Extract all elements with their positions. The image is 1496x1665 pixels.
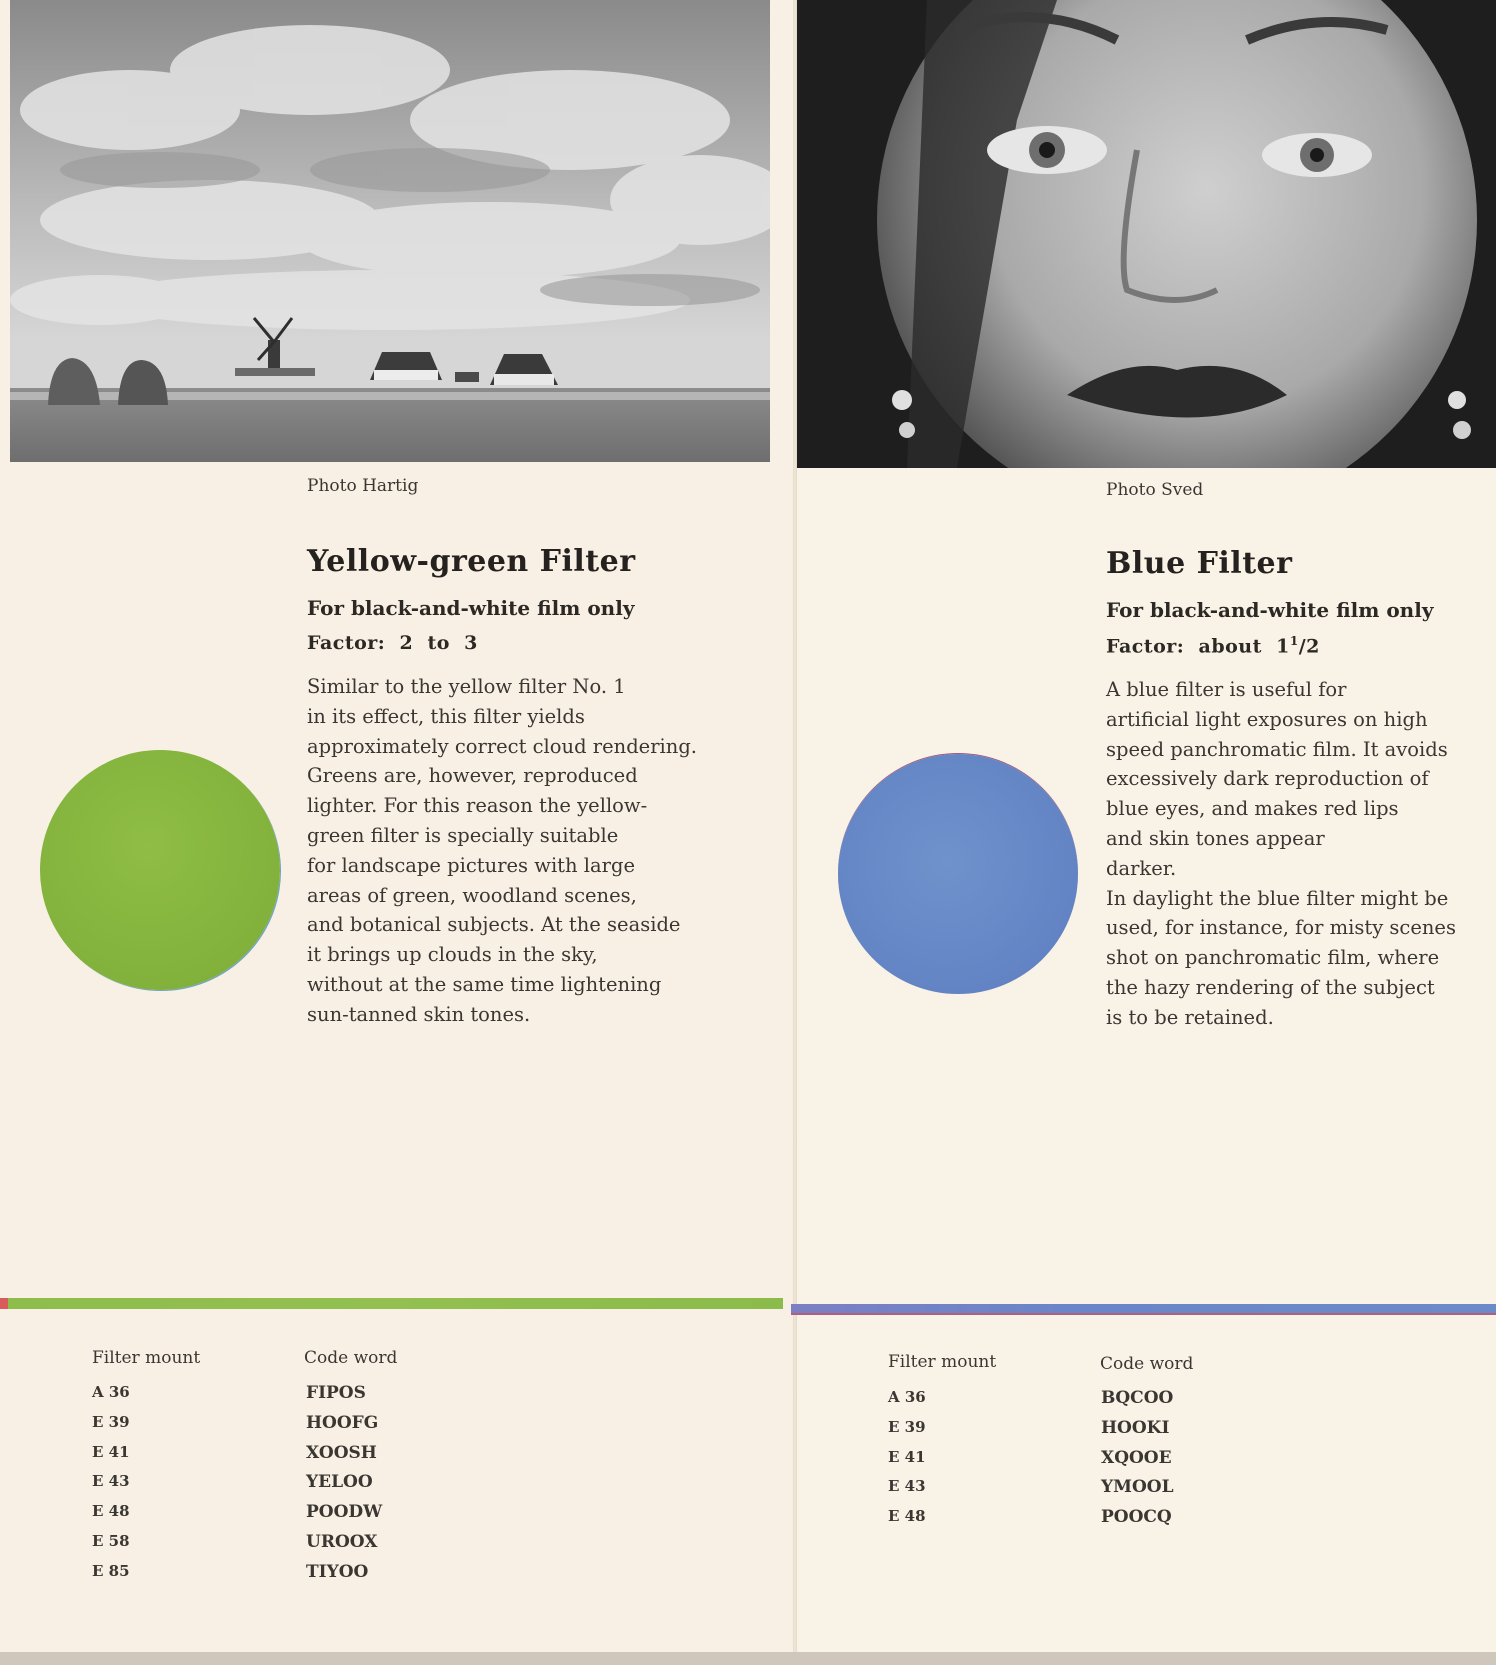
table-row-code: HOOFG <box>306 1412 379 1433</box>
table-row-code: POODW <box>306 1502 383 1523</box>
photo-credit-left: Photo Hartig <box>307 476 419 496</box>
left-col-code-header: Code word <box>304 1348 398 1368</box>
table-row-mount: E 48 <box>92 1502 130 1521</box>
table-row-mount: E 48 <box>888 1507 926 1526</box>
right-factor-label: Factor: about 1 <box>1106 635 1290 658</box>
right-factor <box>1106 634 1320 657</box>
left-factor: Factor: 2 to 3 <box>307 632 478 654</box>
table-row-mount: E 58 <box>92 1532 130 1550</box>
left-body-text: Similar to the yellow filter No. 1 in its effect, this filter yields approximately correct cloud rendering. Greens are, however, reproduced lighter. For this reason the yellow- green filter is specially suitable for landscape pictures with large areas of green, woodland scenes, and botanical subjects. At the seaside it brings up clouds in the sky, without at the same time lightening sun-tanned skin tones. <box>307 675 698 1026</box>
table-row-mount: E 43 <box>888 1477 926 1496</box>
table-row-code: FIPOS <box>306 1383 366 1403</box>
page-bottom-edge <box>0 1652 1496 1665</box>
left-subtitle: For black-and-white film only <box>307 596 635 620</box>
table-row-mount: A 36 <box>92 1383 130 1401</box>
table-row-code: YELOO <box>306 1472 373 1493</box>
blue-bar <box>791 1304 1496 1315</box>
table-row-mount: A 36 <box>888 1388 926 1406</box>
table-row-mount: E 39 <box>92 1412 130 1431</box>
table-row-code: HOOKI <box>1101 1417 1170 1438</box>
left-col-mount-header: Filter mount <box>92 1348 201 1368</box>
table-row-code: UROOX <box>306 1532 378 1552</box>
table-row-code: BQCOO <box>1101 1388 1174 1408</box>
right-col-code-header: Code word <box>1100 1354 1194 1374</box>
landscape-photo <box>10 0 770 462</box>
table-row-mount: E 39 <box>888 1417 926 1436</box>
table-row-mount: E 43 <box>92 1472 130 1491</box>
blue-filter-title: Blue Filter <box>1106 546 1293 581</box>
table-row-mount: E 41 <box>92 1442 130 1461</box>
table-row-code: XQOOE <box>1101 1447 1172 1468</box>
yellow-green-bar <box>0 1298 783 1309</box>
blue-swatch <box>838 754 1078 994</box>
right-factor-rest: /2 <box>1298 635 1320 658</box>
right-factor-sup: 1 <box>1289 634 1299 648</box>
table-row-code: POOCQ <box>1101 1507 1172 1528</box>
table-row-code: YMOOL <box>1101 1477 1174 1498</box>
photo-credit-right: Photo Sved <box>1106 480 1204 500</box>
right-subtitle: For black-and-white film only <box>1106 598 1434 622</box>
portrait-photo <box>797 0 1496 468</box>
table-row-code: XOOSH <box>306 1442 377 1463</box>
table-row-code: TIYOO <box>306 1561 369 1582</box>
table-row-mount: E 41 <box>888 1447 926 1466</box>
yellow-green-filter-title: Yellow-green Filter <box>307 544 636 579</box>
right-col-mount-header: Filter mount <box>888 1352 997 1372</box>
yellow-green-swatch <box>40 750 280 990</box>
table-row-mount: E 85 <box>92 1561 130 1580</box>
right-body-text: A blue filter is useful for artificial light exposures on high speed panchromatic film. It avoids excessively dark reproduction of blue eyes, and makes red lips and skin tones appear darker. In daylight the blue filter might be used, for instance, for misty scenes shot on panchromatic film, where the hazy rendering of the subject is to be retained. <box>1106 678 1456 1029</box>
